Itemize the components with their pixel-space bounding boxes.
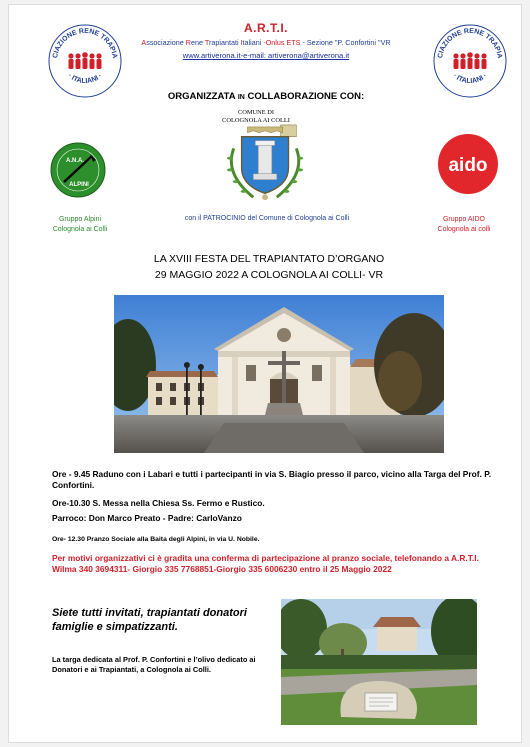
aido-caption: Gruppo AIDO Colognola ai colli [437, 216, 491, 233]
program-item-parroco: Parroco: Don Marco Preato - Padre: CarloVanzo [52, 513, 242, 523]
svg-text:ASSOCIAZIONE RENE TRAPIANTATI: CIAZIONE RENE TRAPIA [437, 27, 503, 60]
comune-name: COMUNE DI COLOGNOLA AI COLLI [222, 109, 290, 124]
church-photo [114, 295, 444, 453]
header-subtitle: Associazione Rene Trapiantati Italiani -Onlus ETS - Sezione "P. Confortini "VR [141, 38, 391, 47]
program-item-messa: Ore-10.30 S. Messa nella Chiesa Ss. Fermo e Rustico. [52, 498, 265, 508]
header-web-link[interactable]: www.artiverona.it-e-mail: artiverona@artiverona.it [182, 51, 350, 60]
invite-text: Siete tutti invitati, trapiantati donatori famiglie e simpatizzanti. [52, 607, 247, 633]
targa-description: La targa dedicata al Prof. P. Confortini e l’olivo dedicato ai Donatori e ai Trapiantati, a Colognola ai Colli. [52, 655, 256, 674]
alpini-logo-icon [50, 142, 106, 198]
aido-logo-icon [437, 133, 499, 195]
svg-text:ALPINI: ALPINI [69, 182, 89, 188]
collaboration-heading: ORGANIZZATA IN COLLABORAZIONE CON: [167, 91, 365, 102]
alpini-caption: Gruppo Alpini Colognola ai Colli [52, 216, 108, 233]
comune-crest [219, 109, 315, 207]
svg-text:A.N.A.: A.N.A. [66, 158, 84, 164]
program-item-pranzo: Ore- 12.30 Pranzo Sociale alla Baita degli Alpini, in via U. Nobile. [52, 536, 260, 543]
comune-crest-icon [219, 123, 315, 207]
flyer-page [8, 4, 522, 743]
svg-text:aido: aido [448, 155, 488, 176]
seal-top-text: CIAZIONE RENE TRAPIA [52, 27, 118, 60]
svg-text:· ITALIANI ·: · ITALIANI · [66, 72, 104, 86]
comune-caption: con il PATROCINIO del Comune di Colognola ai Colli [184, 215, 350, 222]
header-acronym: A.R.T.I. [243, 21, 288, 35]
plaque-photo [281, 599, 477, 725]
svg-text:· ITALIANI ·: · ITALIANI · [451, 72, 489, 86]
festa-title: LA XVIII FESTA DEL TRAPIANTATO D’ORGANO 29 MAGGIO 2022 A COLOGNOLA AI COLLI- VR [153, 253, 385, 281]
program-item-conferma: Per motivi organizzativi ci è gradita una conferma di partecipazione al pranzo sociale, telefonando a A.R.T.I. Wilma 340 3694311- Giorgio 335 7768851-Giorgio 335 6006230 entro il 25 Maggio 2022 [52, 553, 479, 574]
program-item-raduno: Ore - 9.45 Raduno con i Labari e tutti i partecipanti in via S. Biagio presso il parco, vicino alla Targa del Prof. P. Confortini. [52, 469, 492, 490]
